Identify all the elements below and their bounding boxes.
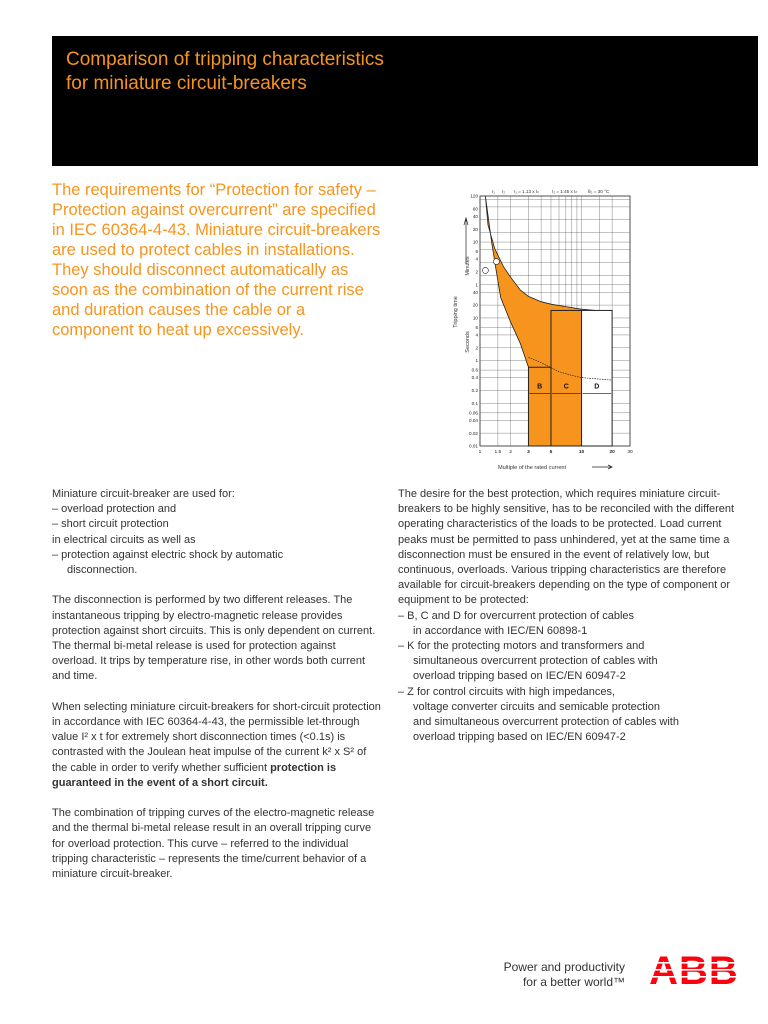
xlabel-arrow-icon (592, 465, 612, 469)
y-tick-minutes: 2 (475, 269, 478, 275)
characteristics-list (398, 609, 738, 746)
y-tick-seconds: 2 (475, 345, 478, 351)
header-label-i2: I₂ (502, 189, 506, 194)
y-tick-seconds: 4 (475, 332, 478, 338)
right-paragraph-1: The desire for the best protection, which requires miniature circuit-breakers to be highly sensitive, has to be reconciled with the different operating characteristics of the loads to be protected. Load current peaks must be permitted to pass unhindered, yet at the same time a disconnection must be ensured in the event of relatively low, but continuous, overloads. Various tripping characteristics are therefore available for circuit-breakers depending on the type of component or equipment to be protected: (398, 488, 735, 607)
title-line-1: Comparison of tripping characteristics (66, 49, 384, 70)
list-item-z-cont-1: voltage converter circuits and semicable protection (413, 700, 661, 713)
curve-marker-1 (493, 259, 499, 265)
header-label-i2-def: I₂ = 1.45 x Iₙ (552, 189, 578, 194)
left-column (52, 487, 382, 897)
header-banner (52, 36, 758, 166)
region-label-b: B (537, 383, 543, 391)
y-tick-minutes: 60 (472, 206, 478, 212)
ylabel-seconds: Seconds (465, 331, 471, 353)
y-tick-minutes: 10 (472, 239, 478, 245)
list-item-k: – K for the protecting motors and transformers and (398, 640, 645, 653)
list-item-k-cont-1: simultaneous overcurrent protection of cables with (413, 655, 658, 668)
footer-tagline (440, 960, 625, 990)
curve-marker-2 (482, 267, 488, 273)
left-paragraph-4: The combination of tripping curves of the electro-magnetic release and the thermal bi-metal release result in an overall tripping curve for overload protection. This curve – referred to the individual tripping characteristic – represents the time/current behavior of a miniature circuit-breaker. (52, 807, 375, 881)
x-tick: 30 (627, 450, 633, 455)
region-label-c: C (563, 383, 569, 391)
tagline-line-2: for a better world™ (522, 975, 625, 989)
header-label-i1-def: I₁ = 1.13 x Iₙ (514, 189, 539, 194)
left-paragraph-3-bold: protection is guaranteed in the event of a short circuit. (52, 761, 337, 789)
region-c (551, 310, 582, 446)
tagline-line-1: Power and productivity (503, 960, 625, 974)
usage-item-shock: – protection against electric shock by automatic (52, 548, 284, 561)
region-label-d: D (594, 383, 600, 391)
y-tick-minutes: 6 (475, 249, 478, 255)
list-item-bcd-cont: in accordance with IEC/EN 60898-1 (413, 624, 588, 637)
y-tick-seconds: 1 (475, 358, 478, 364)
header-label-i1: I₁ (492, 189, 495, 194)
y-tick-seconds: 0.04 (469, 417, 478, 423)
x-tick: 1.5 (494, 450, 502, 455)
y-tick-seconds: 40 (472, 289, 478, 295)
title-line-2: for miniature circuit-breakers (66, 73, 307, 94)
right-column (398, 487, 738, 745)
list-item-z-cont-3: overload tripping based on IEC/EN 60947-2 (413, 731, 626, 744)
page-title (66, 48, 384, 96)
tripping-chart-svg (440, 184, 640, 474)
usage-item-shock-cont: disconnection. (67, 564, 138, 577)
y-tick-seconds: 6 (475, 325, 478, 331)
y-tick-seconds: 20 (472, 302, 478, 308)
tripping-chart (440, 184, 640, 474)
abb-logo (646, 950, 742, 988)
list-item-bcd: – B, C and D for overcurrent protection of cables (398, 609, 635, 622)
usage-circuits: in electrical circuits as well as (52, 533, 196, 546)
xlabel: Multiple of the rated current (498, 465, 567, 471)
x-tick: 5 (549, 450, 553, 455)
ylabel-tripping-time: Tripping time (453, 296, 459, 328)
region-b (528, 367, 551, 446)
y-tick-seconds: 0.2 (471, 388, 478, 394)
x-tick: 3 (527, 450, 530, 455)
y-tick-seconds: 0.4 (471, 375, 478, 381)
usage-item-overload: – overload protection and (52, 503, 177, 516)
x-tick: 2 (509, 450, 512, 455)
list-item-z: – Z for control circuits with high impedances, (398, 685, 616, 698)
list-item-k-cont-2: overload tripping based on IEC/EN 60947-2 (413, 670, 626, 683)
x-tick: 10 (578, 450, 585, 455)
left-paragraph-2: The disconnection is performed by two different releases. The instantaneous tripping by electro-magnetic release provides protection against short circuits. This is only dependent on current. The thermal bi-metal release is used for protection against overload. It trips by temperature rise, in other words both current and time. (52, 594, 376, 683)
y-tick-minutes: 20 (472, 226, 478, 232)
ylabel-minutes: Minutes (465, 256, 471, 276)
lead-paragraph: The requirements for “Protection for safety – Protection against overcurrent” are specified in IEC 60364-4-43. Miniature circuit-breakers are used to protect cables in installations. They should disconnect automatically as soon as the combination of the current rise and duration causes the cable or a component to heat up excessively. (52, 181, 381, 339)
usage-intro: Miniature circuit-breaker are used for: (52, 488, 235, 500)
y-tick-minutes: 1 (475, 282, 478, 288)
left-paragraph-1 (52, 487, 382, 578)
usage-item-short-circuit: – short circuit protection (52, 518, 169, 531)
region-d (582, 310, 613, 446)
y-tick-minutes: 4 (475, 256, 478, 262)
y-tick-seconds: 0.6 (471, 367, 478, 373)
y-tick-seconds: 0.02 (469, 430, 478, 436)
y-tick-seconds: 0.01 (469, 443, 478, 449)
list-item-z-cont-2: and simultaneous overcurrent protection of cables with (413, 716, 679, 729)
y-tick-seconds: 10 (472, 315, 478, 321)
header-label-theta: θ₀ = 30 °C (588, 189, 610, 194)
y-tick-minutes: 40 (472, 213, 478, 219)
y-tick-seconds: 0.06 (469, 410, 478, 416)
y-tick-seconds: 0.1 (471, 400, 478, 406)
left-paragraph-3-text: When selecting miniature circuit-breakers for short-circuit protection in accordance with IEC 60364-4-43, the permissible let-through value I² x t for extremely short disconnection times (<0.1s) is contrasted with the Joulean heat impulse of the current k² x S² of the cable in order to verify whether sufficient (52, 700, 381, 774)
chart-header-labels (492, 189, 610, 194)
x-tick: 20 (609, 450, 615, 455)
left-paragraph-3 (52, 700, 382, 791)
y-tick-minutes: 120 (470, 193, 478, 199)
x-tick: 1 (478, 450, 482, 455)
